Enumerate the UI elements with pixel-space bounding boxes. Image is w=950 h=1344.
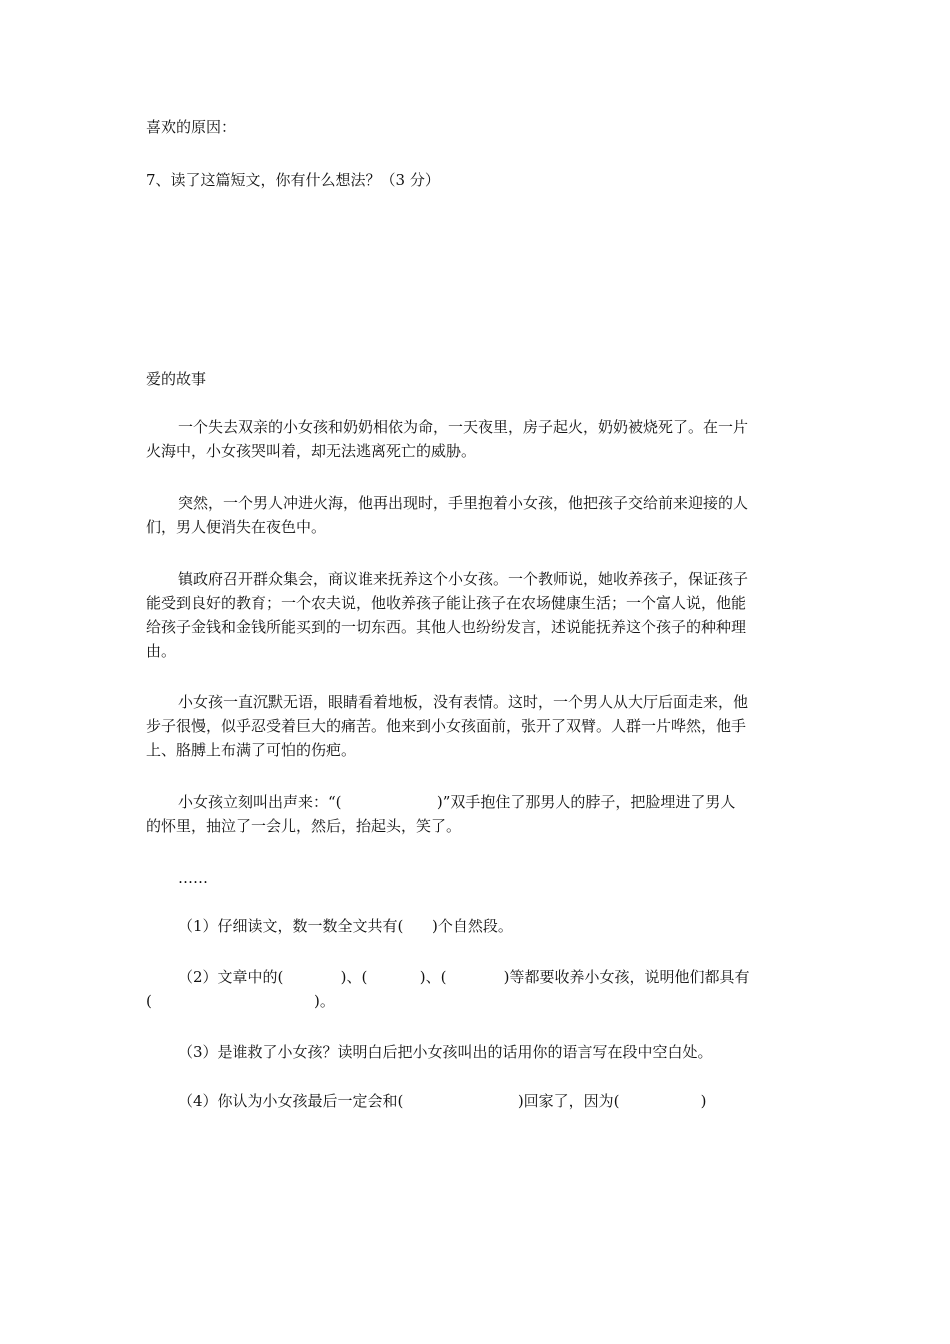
paragraph-4-line-1: 小女孩一直沉默无语，眼睛看着地板，没有表情。这时，一个男人从大厅后面走来，他 [178,693,749,711]
question-2-line-2: ( )。 [146,992,335,1010]
paragraph-3-line-3: 给孩子金钱和金钱所能买到的一切东西。其他人也纷纷发言，述说能抚养这个孩子的种种理 [146,618,747,636]
paragraph-5-line-2: 的怀里，抽泣了一会儿，然后，抬起头，笑了。 [146,817,462,835]
paragraph-3-line-2: 能受到良好的教育；一个农夫说，他收养孩子能让孩子在农场健康生活；一个富人说，他能 [146,594,747,612]
paragraph-3-line-1: 镇政府召开群众集会，商议谁来抚养这个小女孩。一个教师说，她收养孩子，保证孩子 [178,570,749,588]
paragraph-2-line-1: 突然，一个男人冲进火海，他再出现时，手里抱着小女孩，他把孩子交给前来迎接的人 [178,494,749,512]
paragraph-3-line-4: 由。 [146,642,177,660]
question-4: （4）你认为小女孩最后一定会和( )回家了，因为( ) [178,1092,707,1110]
reason-label: 喜欢的原因： [146,118,237,136]
paragraph-1-line-1: 一个失去双亲的小女孩和奶奶相依为命，一天夜里，房子起火，奶奶被烧死了。在一片 [178,418,749,436]
paragraph-2-line-2: 们，男人便消失在夜色中。 [146,518,327,536]
question-7: 7、读了这篇短文，你有什么想法？（3 分） [146,171,440,189]
paragraph-4-line-2: 步子很慢，似乎忍受着巨大的痛苦。他来到小女孩面前，张开了双臂。人群一片哗然，他手 [146,717,747,735]
paragraph-5-line-1: 小女孩立刻叫出声来：“( )”双手抱住了那男人的脖子，把脸埋进了男人 [178,793,736,811]
question-1: （1）仔细读文，数一数全文共有( )个自然段。 [178,917,513,935]
paragraph-4-line-3: 上、胳膊上布满了可怕的伤疤。 [146,741,357,759]
question-2-line-1: （2）文章中的( )、( )、( )等都要收养小女孩，说明他们都具有 [178,968,750,986]
paragraph-1-line-2: 火海中，小女孩哭叫着，却无法逃离死亡的威胁。 [146,442,477,460]
question-3: （3）是谁救了小女孩？读明白后把小女孩叫出的话用你的语言写在段中空白处。 [178,1043,713,1061]
story-title: 爱的故事 [146,370,207,388]
story-ellipsis: …… [178,869,208,887]
